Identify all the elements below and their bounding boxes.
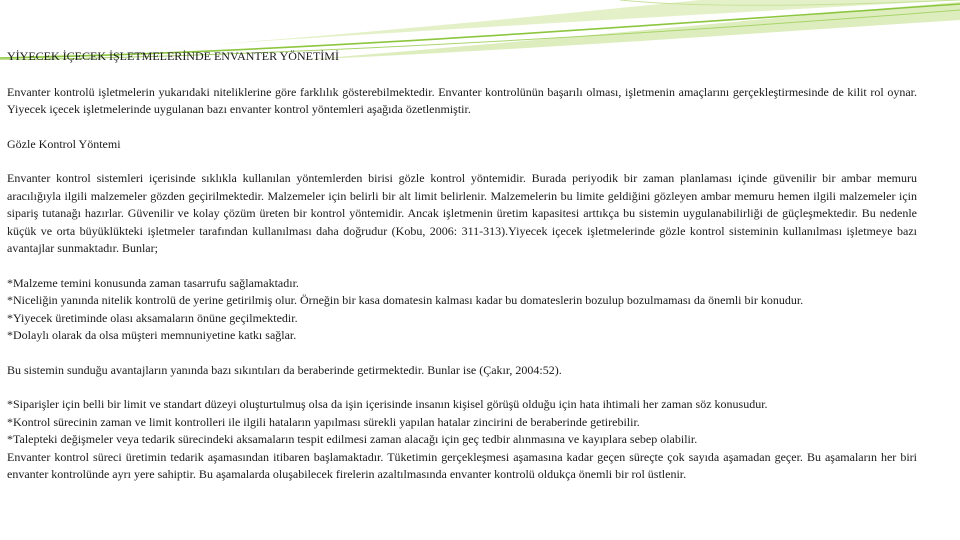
list-item: *Niceliğin yanında nitelik kontrolü de yerine getirilmiş olur. Örneğin bir kasa domatesin kalması kadar bu domateslerin bozulup bozulmaması da önemli bir konudur. <box>7 293 804 307</box>
list-item: *Talepteki değişmeler veya tedarik sürecindeki aksamaların tespit edilmesi zaman alacağı için geç tedbir alınmasına ve kayıplara sebep olabilir. <box>7 432 698 446</box>
method-body-paragraph: Envanter kontrol sistemleri içerisinde sıklıkla kullanılan yöntemlerden birisi gözle kontrol yöntemidir. Burada periyodik bir zaman planlaması içinde güvenilir bir ambar memuru aracılığıyla ilgili malzemeler gözden geçirilmektedir. Malzemeler için belirli bir alt limit belirlenir. Malzemelerin bu limite geldiğini gözleyen ambar memuru hemen ilgili malzemeler için sipariş tutanağı hazırlar. Güvenilir ve kolay çözüm üreten bir kontrol yöntemidir. Ancak işletmenin üretim kapasitesi arttıkça bu sistemin uygulanabilirliği de güçleşmektedir. Bu nedenle küçük ve orta büyüklükteki işletmeler tarafından kullanılması daha doğrudur (Kobu, 2006: 311-313).Yiyecek içecek işletmelerinde gözle kontrol sisteminin kullanılması işletmeye bazı avantajlar sunmaktadır. Bunlar; <box>7 171 917 255</box>
problems-list <box>7 396 917 449</box>
list-item: *Yiyecek üretiminde olası aksamaların önüne geçilmektedir. <box>7 310 298 325</box>
intro-paragraph: Envanter kontrolü işletmelerin yukarıdaki niteliklerine göre farklılık gösterebilmektedir. Envanter kontrolünün başarılı olması, işletmenin amaçlarını gerçekleştirmesinde de kilit rol oynar. Yiyecek içecek işletmelerinde uygulanan bazı envanter kontrol yöntemleri aşağıda özetlenmiştir. <box>7 84 917 116</box>
problems-intro-paragraph: Bu sistemin sunduğu avantajların yanında bazı sıkıntıları da beraberinde getirmektedir. Bunlar ise (Çakır, 2004:52). <box>7 362 562 377</box>
advantages-list <box>7 275 917 345</box>
slide-title: YİYECEK İÇECEK İŞLETMELERİNDE ENVANTER YÖNETİMİ <box>7 49 339 63</box>
list-item: *Kontrol sürecinin zaman ve limit kontrolleri ile ilgili hataların yapılması sürekli yapılan hatalar zincirini de beraberinde getirebilir. <box>7 414 640 429</box>
slide-content <box>7 48 917 484</box>
closing-paragraph: Envanter kontrol süreci üretimin tedarik aşamasından itibaren başlamaktadır. Tüketimin gerçekleşmesi aşamasına kadar geçen süreçte çok sayıda aşamadan geçer. Bu aşamaların her biri envanter kontrolünde ayrı yere sahiptir. Bu aşamalarda oluşabilecek firelerin azaltılmasında envanter kontrolü oldukça önemli bir rol üstlenir. <box>7 449 917 481</box>
list-item: *Siparişler için belli bir limit ve standart düzeyi oluşturtulmuş olsa da işin içerisinde insanın kişisel görüşü olduğu için hata ihtimali her zaman söz konusudur. <box>7 397 768 411</box>
method-subheading: Gözle Kontrol Yöntemi <box>7 136 121 151</box>
list-item: *Dolaylı olarak da olsa müşteri memnuniyetine katkı sağlar. <box>7 328 297 342</box>
list-item: *Malzeme temini konusunda zaman tasarrufu sağlamaktadır. <box>7 275 299 290</box>
